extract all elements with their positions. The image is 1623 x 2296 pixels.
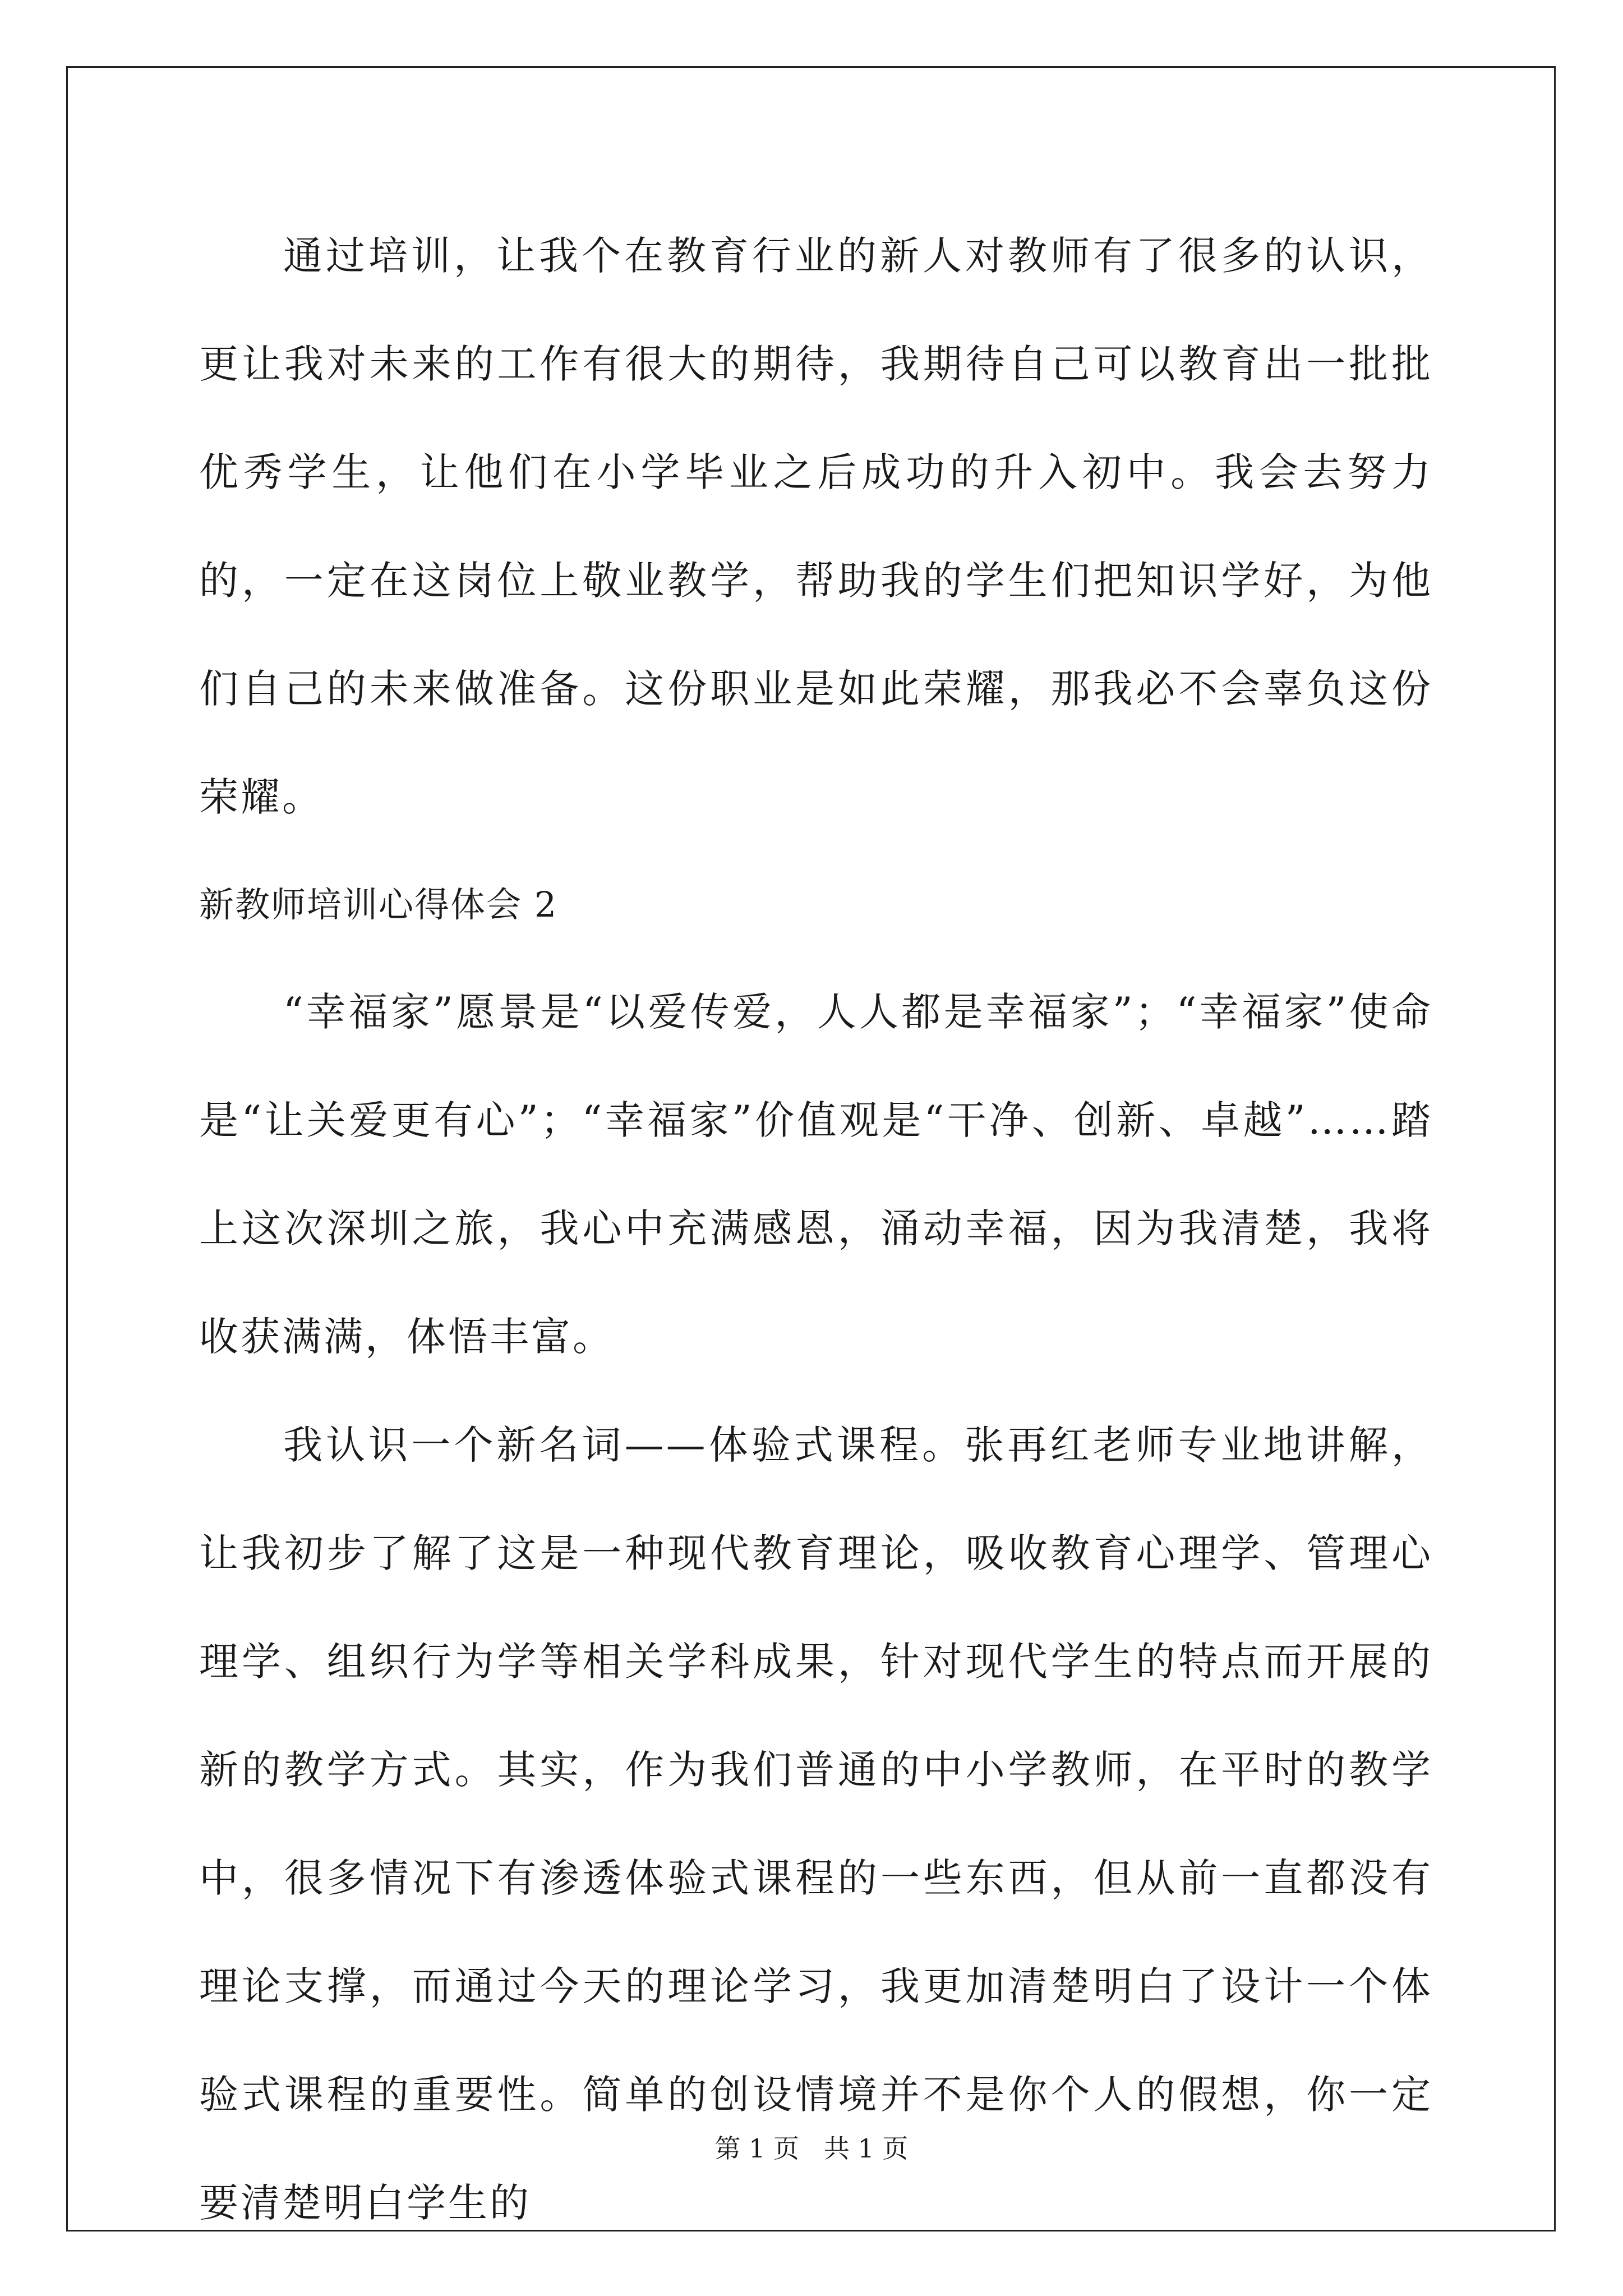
paragraph-intro: 通过培训，让我个在教育行业的新人对教师有了很多的认识，更让我对未来的工作有很大的期待，我期待自己可以教育出一批批优秀学生，让他们在小学毕业之后成功的升入初中。我会去努力的，一定在这岗位上敬业教学，帮助我的学生们把知识学好，为他们自己的未来做准备。这份职业是如此荣耀，那我必不会辜负这份荣耀。 — [199, 233, 1433, 820]
document-body — [199, 202, 1433, 2257]
page-footer: 第 1 页 共 1 页 — [714, 2133, 909, 2164]
section-heading: 新教师培训心得体会 2 — [199, 884, 558, 925]
paragraph-experiential-course: 我认识一个新名词——体验式课程。张再红老师专业地讲解，让我初步了解了这是一种现代教育理论，吸收教育心理学、管理心理学、组织行为学等相关学科成果，针对现代学生的特点而开展的新的教学方式。其实，作为我们普通的中小学教师，在平时的教学中，很多情况下有渗透体验式课程的一些东西，但从前一直都没有理论支撑，而通过今天的理论学习，我更加清楚明白了设计一个体验式课程的重要性。简单的创设情境并不是你个人的假想，你一定要清楚明白学生的 — [199, 1422, 1433, 2226]
paragraph-vision: “幸福家”愿景是“以爱传爱，人人都是幸福家”；“幸福家”使命是“让关爱更有心”；“幸福家”价值观是“干净、创新、卓越”……踏上这次深圳之旅，我心中充满感恩，涌动幸福，因为我清楚，我将收获满满，体悟丰富。 — [199, 989, 1433, 1360]
